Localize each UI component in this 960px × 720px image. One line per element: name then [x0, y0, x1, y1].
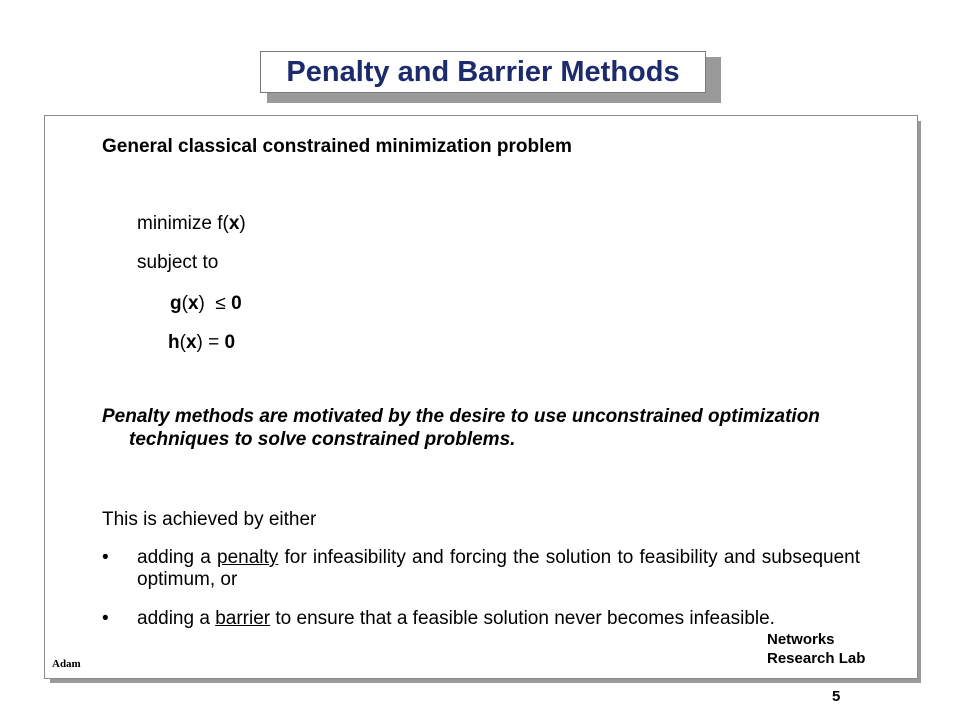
subject-to-label: subject to: [137, 252, 219, 273]
achieved-text: This is achieved by either: [102, 509, 317, 530]
bullet-marker: •: [102, 547, 109, 568]
bullet-text: for infeasibility and forcing the solution to feasibility and subsequent optimum, or: [137, 547, 860, 590]
constraint-h-rhs: 0: [224, 332, 236, 353]
constraint-g-var: x: [187, 293, 199, 314]
keyword-barrier: barrier: [215, 608, 271, 629]
bullet-barrier: [102, 608, 860, 630]
constraint-h-op: =: [208, 332, 220, 353]
constraint-h-fn: h: [168, 332, 180, 353]
footer-lab-line2: Research Lab: [767, 650, 866, 667]
page-number: 5: [832, 688, 841, 705]
slide-title: Penalty and Barrier Methods: [286, 55, 680, 88]
footer-lab-line1: Networks: [767, 631, 835, 648]
constraint-g-open: (: [181, 293, 188, 314]
bullet-text: adding a: [137, 547, 218, 568]
bullet-body: [137, 608, 860, 630]
minimize-suffix: ): [239, 213, 246, 234]
constraint-h-close: ): [196, 332, 203, 353]
bullet-marker: •: [102, 608, 109, 629]
constraint-g-rhs: 0: [231, 293, 242, 314]
bullet-text: adding a: [137, 608, 216, 629]
minimize-line: [137, 212, 246, 235]
constraint-g-close: ): [198, 293, 205, 314]
problem-heading: General classical constrained minimization problem: [102, 136, 572, 157]
minimize-var: x: [228, 213, 240, 234]
motivation-paragraph: Penalty methods are motivated by the desire to use unconstrained optimization techniques to solve constrained problems.: [102, 406, 820, 450]
bullet-text: to ensure that a feasible solution never becomes infeasible.: [270, 608, 775, 629]
constraint-h-open: (: [179, 332, 186, 353]
bullet-body: [137, 547, 860, 591]
constraint-g-op: ≤: [215, 293, 226, 314]
footer-lab: [767, 630, 865, 668]
content-frame: [44, 115, 918, 679]
keyword-penalty: penalty: [217, 547, 279, 568]
title-box: [260, 51, 706, 93]
constraint-g: [170, 292, 242, 315]
footer-author: Adam: [52, 658, 81, 670]
constraint-h: [168, 331, 235, 354]
minimize-prefix: minimize f(: [137, 213, 229, 234]
constraint-g-fn: g: [170, 293, 182, 314]
bullet-penalty: [102, 547, 860, 591]
constraint-h-var: x: [185, 332, 197, 353]
